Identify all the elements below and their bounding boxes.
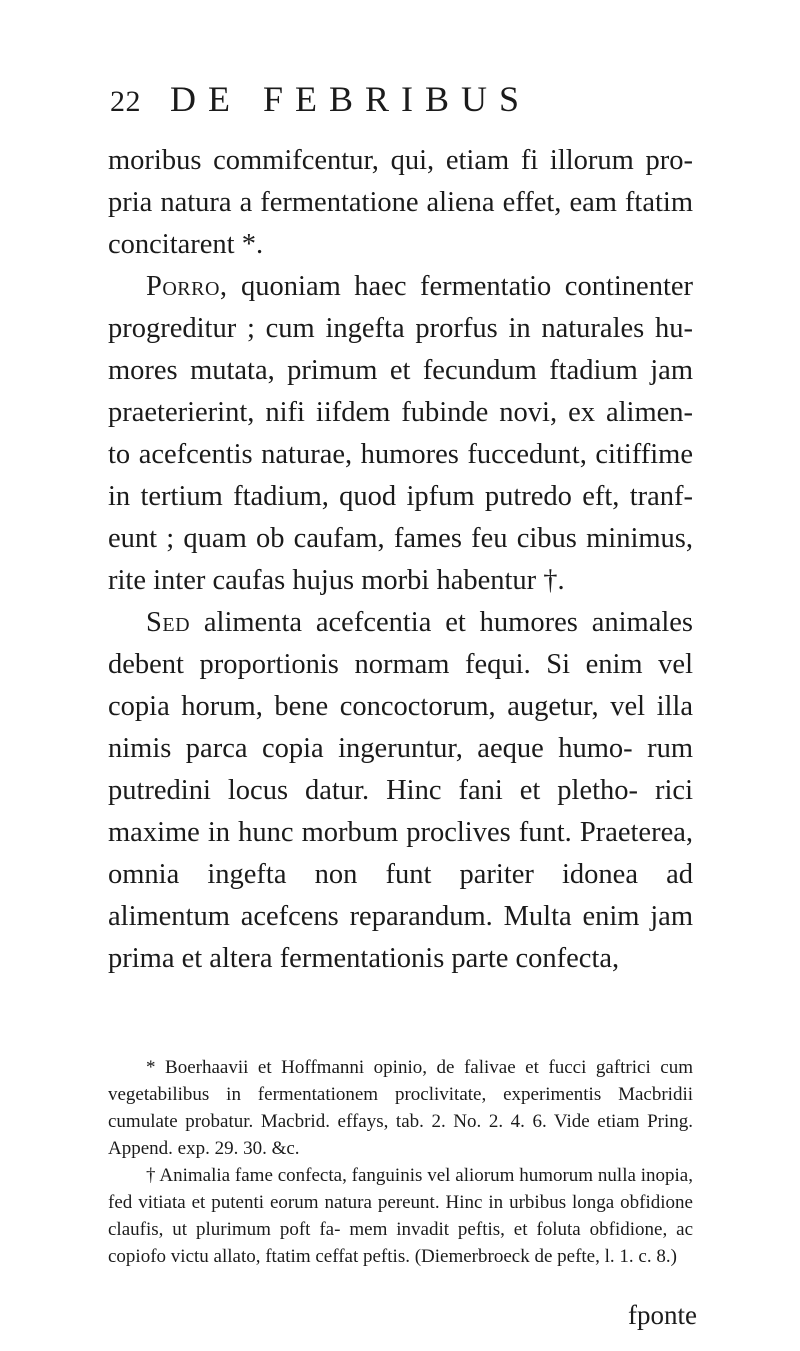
- running-title: DE FEBRIBUS: [170, 79, 532, 119]
- page-number: 22: [110, 85, 141, 118]
- footnotes: [108, 1054, 693, 1270]
- running-header: [110, 78, 670, 120]
- footnote-2: † Animalia fame confecta, fanguinis vel aliorum humorum nulla inopia, fed vitiata et putenti eorum natura pereunt. Hinc in urbibus longa obfidione claufis, ut plurimum poft fa- mem invadit peftis, et foluta obfidione, ac copiofo victu allato, ftatim ceffat peftis. (Diemerbroeck de pefte, l. 1. c. 8.): [108, 1165, 693, 1267]
- paragraph-3: [108, 602, 693, 980]
- paragraph-3-lead: Sed: [146, 607, 191, 638]
- catchword: fponte: [628, 1300, 697, 1330]
- footnote-1: * Boerhaavii et Hoffmanni opinio, de falivae et fucci gaftrici cum vegetabilibus in fermentationem proclivitate, experimentis Macbridii cumulate probatur. Macbrid. effays, tab. 2. No. 2. 4. 6. Vide etiam Pring. Append. exp. 29. 30. &c.: [108, 1057, 693, 1159]
- main-text: [108, 140, 693, 980]
- paragraph-2-lead: Porro,: [146, 271, 228, 302]
- paragraph-3-text: alimenta acefcentia et humores animales debent proportionis normam fequi. Si enim vel copia horum, bene concoctorum, augetur, vel illa nimis parca copia ingeruntur, aeque humo- rum putredini locus datur. Hinc fani et pletho- rici maxime in hunc morbum proclives funt. Praeterea, omnia ingefta non funt pariter idonea ad alimentum acefcens reparandum. Multa enim jam prima et altera fermentationis parte confecta,: [108, 607, 693, 974]
- paragraph-1: moribus commifcentur, qui, etiam fi illorum pro- pria natura a fermentatione aliena effet, eam ftatim concitarent *.: [108, 145, 693, 260]
- paragraph-2: [108, 266, 693, 602]
- paragraph-2-text: quoniam haec fermentatio continenter progreditur ; cum ingefta prorfus in naturales hu- mores mutata, primum et fecundum ftadium jam praeterierint, nifi iifdem fubinde novi, ex alimen- to acefcentis naturae, humores fuccedunt, citiffime in tertium ftadium, quod ipfum putredo eft, tranf- eunt ; quam ob caufam, fames feu cibus minimus, rite inter caufas hujus morbi habentur †.: [108, 271, 693, 596]
